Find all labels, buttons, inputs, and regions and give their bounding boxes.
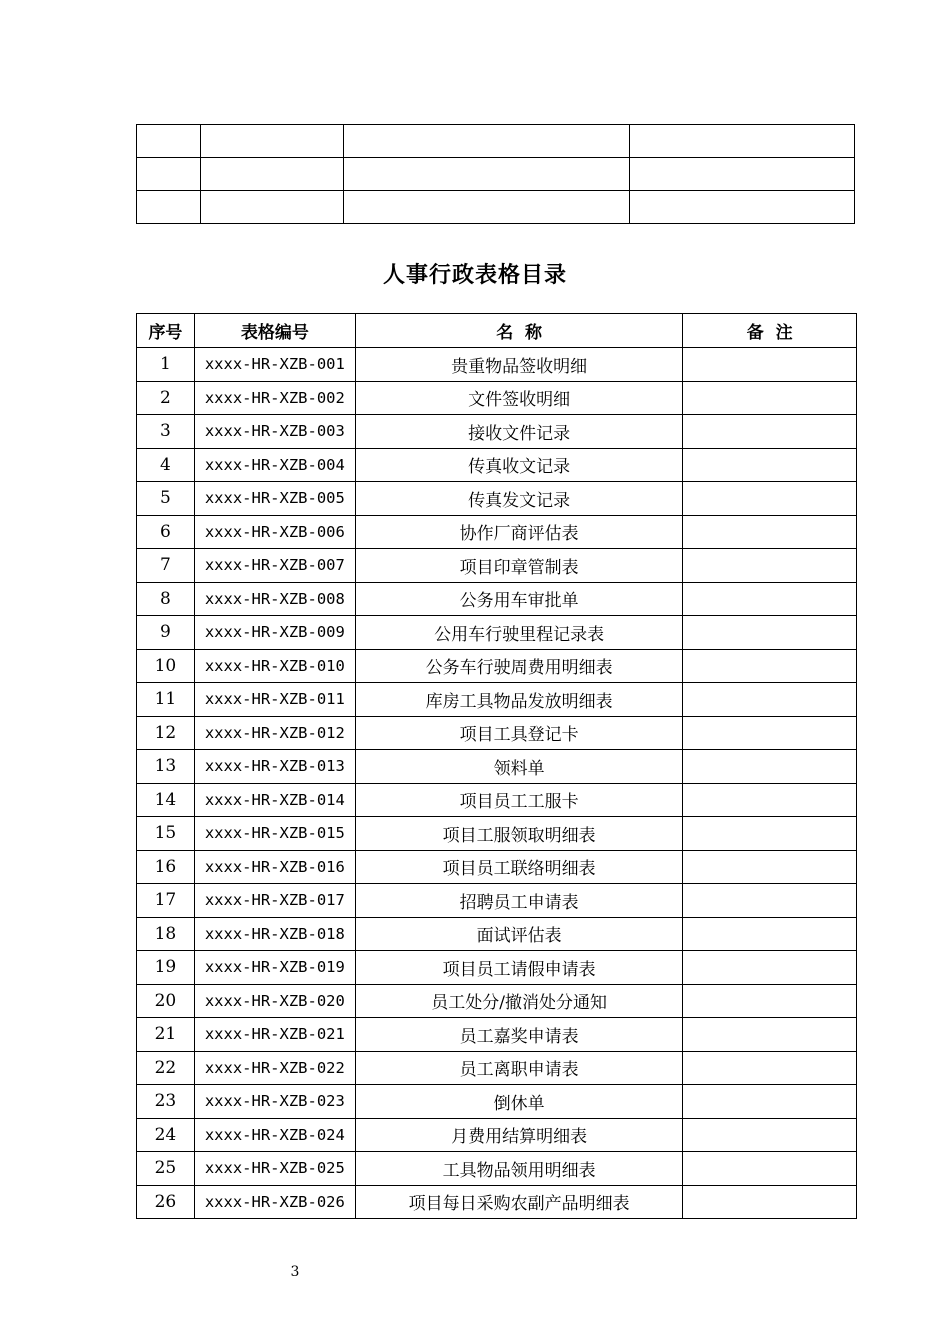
table-row — [137, 582, 857, 616]
seq-cell: 6 — [137, 515, 195, 549]
table-row — [137, 348, 857, 382]
empty-cell — [343, 158, 630, 191]
name-cell: 员工离职申请表 — [355, 1051, 683, 1085]
code-cell: xxxx-HR-XZB-016 — [194, 850, 355, 884]
seq-cell: 2 — [137, 381, 195, 415]
code-cell: xxxx-HR-XZB-010 — [194, 649, 355, 683]
empty-cell — [200, 158, 343, 191]
name-cell: 面试评估表 — [355, 917, 683, 951]
code-cell: xxxx-HR-XZB-013 — [194, 750, 355, 784]
table-row — [137, 1085, 857, 1119]
remark-cell — [683, 1118, 857, 1152]
empty-cell — [343, 125, 630, 158]
name-cell: 公务车行驶周费用明细表 — [355, 649, 683, 683]
seq-cell: 11 — [137, 683, 195, 717]
seq-cell: 19 — [137, 951, 195, 985]
seq-cell: 25 — [137, 1152, 195, 1186]
remark-cell — [683, 448, 857, 482]
header-name: 名 称 — [355, 314, 683, 348]
name-cell: 传真收文记录 — [355, 448, 683, 482]
code-cell: xxxx-HR-XZB-022 — [194, 1051, 355, 1085]
page-title: 人事行政表格目录 — [382, 263, 567, 288]
name-cell: 贵重物品签收明细 — [355, 348, 683, 382]
remark-cell — [683, 1085, 857, 1119]
table-row — [137, 1185, 857, 1219]
table-row — [137, 448, 857, 482]
remark-cell — [683, 348, 857, 382]
table-row — [137, 1152, 857, 1186]
name-cell: 项目工服领取明细表 — [355, 817, 683, 851]
name-cell: 公用车行驶里程记录表 — [355, 616, 683, 650]
table-row — [137, 549, 857, 583]
remark-cell — [683, 716, 857, 750]
remark-cell — [683, 549, 857, 583]
remark-cell — [683, 616, 857, 650]
seq-cell: 18 — [137, 917, 195, 951]
table-row — [137, 1051, 857, 1085]
seq-cell: 9 — [137, 616, 195, 650]
code-cell: xxxx-HR-XZB-020 — [194, 984, 355, 1018]
code-cell: xxxx-HR-XZB-014 — [194, 783, 355, 817]
name-cell: 项目员工工服卡 — [355, 783, 683, 817]
code-cell: xxxx-HR-XZB-008 — [194, 582, 355, 616]
code-cell: xxxx-HR-XZB-015 — [194, 817, 355, 851]
name-cell: 倒休单 — [355, 1085, 683, 1119]
seq-cell: 15 — [137, 817, 195, 851]
remark-cell — [683, 750, 857, 784]
code-cell: xxxx-HR-XZB-018 — [194, 917, 355, 951]
table-row — [137, 817, 857, 851]
name-cell: 公务用车审批单 — [355, 582, 683, 616]
seq-cell: 22 — [137, 1051, 195, 1085]
code-cell: xxxx-HR-XZB-026 — [194, 1185, 355, 1219]
remark-cell — [683, 683, 857, 717]
remark-cell — [683, 850, 857, 884]
code-cell: xxxx-HR-XZB-017 — [194, 884, 355, 918]
table-row — [137, 191, 855, 224]
name-cell: 员工处分/撤消处分通知 — [355, 984, 683, 1018]
table-row — [137, 381, 857, 415]
name-cell: 项目每日采购农副产品明细表 — [355, 1185, 683, 1219]
header-remark: 备 注 — [683, 314, 857, 348]
remark-cell — [683, 1185, 857, 1219]
table-row — [137, 984, 857, 1018]
seq-cell: 7 — [137, 549, 195, 583]
page-number: 3 — [290, 1264, 300, 1280]
seq-cell: 1 — [137, 348, 195, 382]
table-row — [137, 850, 857, 884]
table-header-row — [137, 314, 857, 348]
table-row — [137, 515, 857, 549]
name-cell: 接收文件记录 — [355, 415, 683, 449]
code-cell: xxxx-HR-XZB-001 — [194, 348, 355, 382]
remark-cell — [683, 582, 857, 616]
name-cell: 员工嘉奖申请表 — [355, 1018, 683, 1052]
empty-cell — [137, 125, 201, 158]
remark-cell — [683, 515, 857, 549]
name-cell: 招聘员工申请表 — [355, 884, 683, 918]
name-cell: 库房工具物品发放明细表 — [355, 683, 683, 717]
seq-cell: 23 — [137, 1085, 195, 1119]
header-seq: 序号 — [137, 314, 195, 348]
remark-cell — [683, 1051, 857, 1085]
table-body — [137, 348, 857, 1219]
remark-cell — [683, 1152, 857, 1186]
table-row — [137, 649, 857, 683]
code-cell: xxxx-HR-XZB-025 — [194, 1152, 355, 1186]
seq-cell: 17 — [137, 884, 195, 918]
seq-cell: 12 — [137, 716, 195, 750]
seq-cell: 3 — [137, 415, 195, 449]
name-cell: 领料单 — [355, 750, 683, 784]
code-cell: xxxx-HR-XZB-003 — [194, 415, 355, 449]
seq-cell: 4 — [137, 448, 195, 482]
empty-cell — [630, 191, 855, 224]
name-cell: 工具物品领用明细表 — [355, 1152, 683, 1186]
table-row — [137, 1018, 857, 1052]
seq-cell: 13 — [137, 750, 195, 784]
remark-cell — [683, 884, 857, 918]
seq-cell: 20 — [137, 984, 195, 1018]
seq-cell: 8 — [137, 582, 195, 616]
previous-table-continuation — [136, 124, 855, 224]
name-cell: 项目员工请假申请表 — [355, 951, 683, 985]
empty-cell — [630, 125, 855, 158]
seq-cell: 26 — [137, 1185, 195, 1219]
code-cell: xxxx-HR-XZB-021 — [194, 1018, 355, 1052]
table-row — [137, 750, 857, 784]
code-cell: xxxx-HR-XZB-005 — [194, 482, 355, 516]
table-row — [137, 683, 857, 717]
name-cell: 月费用结算明细表 — [355, 1118, 683, 1152]
empty-cell — [343, 191, 630, 224]
code-cell: xxxx-HR-XZB-006 — [194, 515, 355, 549]
header-code: 表格编号 — [194, 314, 355, 348]
name-cell: 项目工具登记卡 — [355, 716, 683, 750]
remark-cell — [683, 917, 857, 951]
table-row — [137, 158, 855, 191]
seq-cell: 24 — [137, 1118, 195, 1152]
code-cell: xxxx-HR-XZB-009 — [194, 616, 355, 650]
table-row — [137, 951, 857, 985]
form-catalog-table — [136, 313, 857, 1219]
seq-cell: 5 — [137, 482, 195, 516]
code-cell: xxxx-HR-XZB-019 — [194, 951, 355, 985]
remark-cell — [683, 984, 857, 1018]
table-row — [137, 616, 857, 650]
empty-cell — [137, 191, 201, 224]
seq-cell: 21 — [137, 1018, 195, 1052]
empty-cell — [200, 125, 343, 158]
empty-cell — [630, 158, 855, 191]
remark-cell — [683, 783, 857, 817]
table-row — [137, 884, 857, 918]
code-cell: xxxx-HR-XZB-023 — [194, 1085, 355, 1119]
empty-cell — [137, 158, 201, 191]
seq-cell: 10 — [137, 649, 195, 683]
remark-cell — [683, 415, 857, 449]
name-cell: 项目印章管制表 — [355, 549, 683, 583]
table-row — [137, 415, 857, 449]
code-cell: xxxx-HR-XZB-002 — [194, 381, 355, 415]
name-cell: 传真发文记录 — [355, 482, 683, 516]
seq-cell: 14 — [137, 783, 195, 817]
name-cell: 文件签收明细 — [355, 381, 683, 415]
table-row — [137, 783, 857, 817]
remark-cell — [683, 1018, 857, 1052]
table-row — [137, 1118, 857, 1152]
table-row — [137, 125, 855, 158]
code-cell: xxxx-HR-XZB-012 — [194, 716, 355, 750]
remark-cell — [683, 817, 857, 851]
remark-cell — [683, 482, 857, 516]
code-cell: xxxx-HR-XZB-004 — [194, 448, 355, 482]
name-cell: 项目员工联络明细表 — [355, 850, 683, 884]
table-row — [137, 716, 857, 750]
remark-cell — [683, 381, 857, 415]
remark-cell — [683, 951, 857, 985]
code-cell: xxxx-HR-XZB-007 — [194, 549, 355, 583]
table-row — [137, 917, 857, 951]
code-cell: xxxx-HR-XZB-011 — [194, 683, 355, 717]
code-cell: xxxx-HR-XZB-024 — [194, 1118, 355, 1152]
table-row — [137, 482, 857, 516]
remark-cell — [683, 649, 857, 683]
empty-cell — [200, 191, 343, 224]
seq-cell: 16 — [137, 850, 195, 884]
name-cell: 协作厂商评估表 — [355, 515, 683, 549]
